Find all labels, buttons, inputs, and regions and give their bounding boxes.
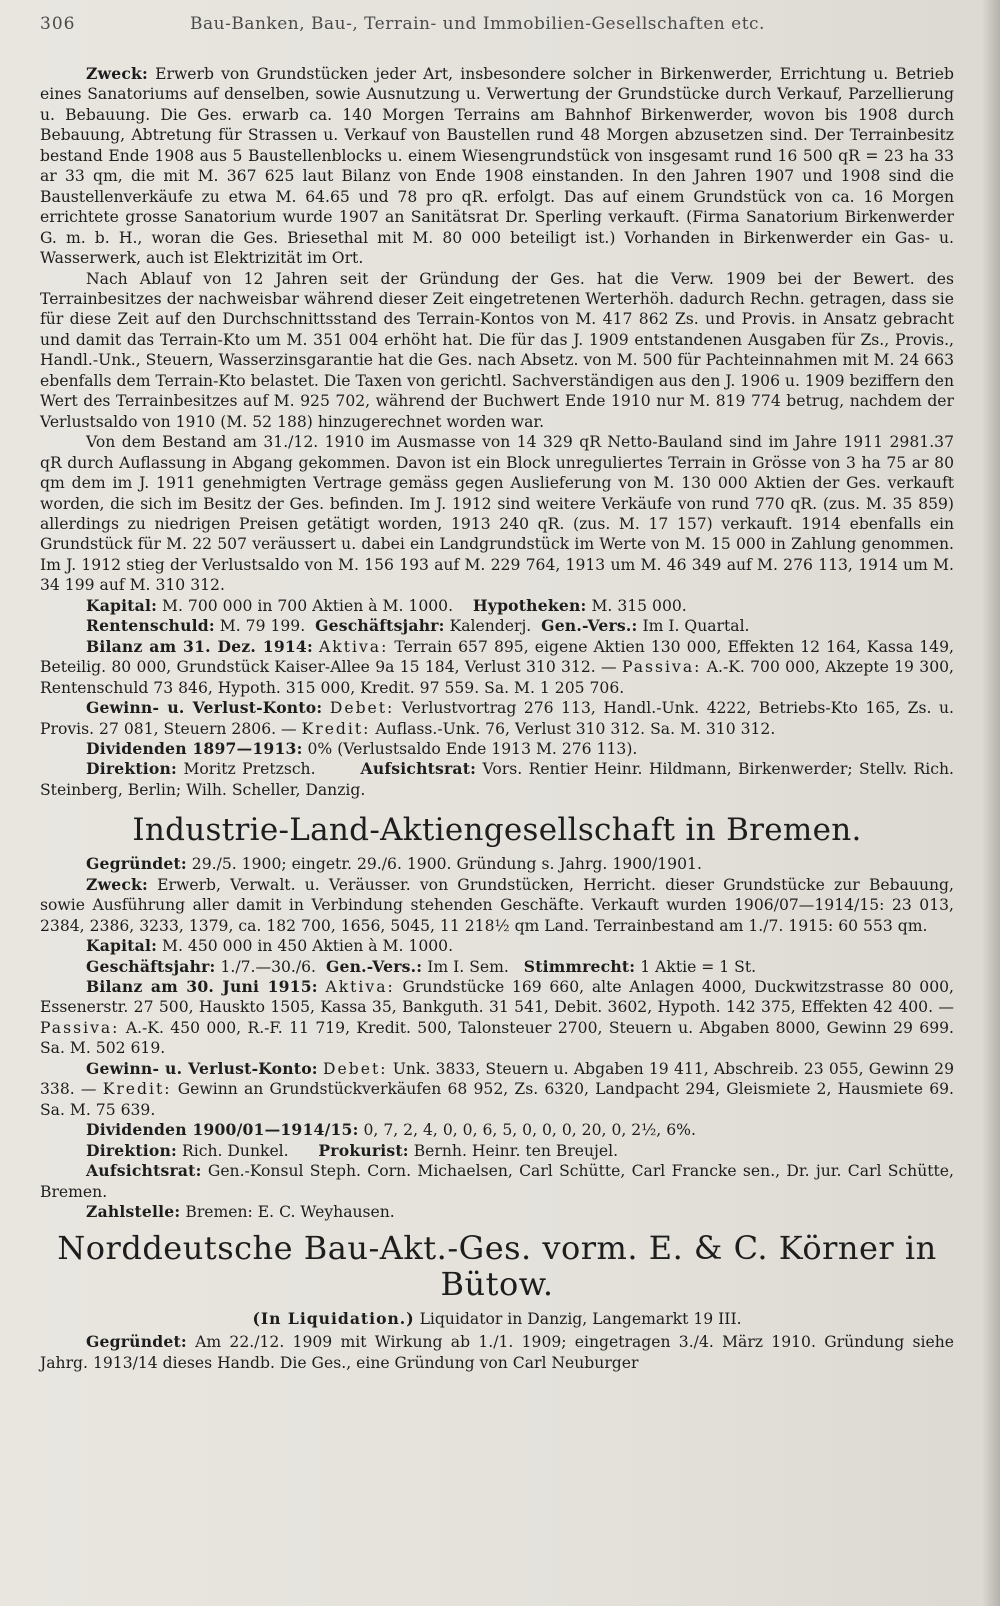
bilanz-label: Bilanz am 31. Dez. 1914: [86, 636, 313, 656]
geschaeftsjahr-text: Kalenderj. [449, 617, 532, 636]
zahlstelle-text: Bremen: E. C. Weyhausen. [185, 1203, 395, 1222]
guv-paragraph [40, 698, 954, 739]
direktion-label: Direktion: [86, 1140, 178, 1160]
entry-norddeutsche-bau [40, 1230, 954, 1373]
kapital-line [40, 936, 954, 956]
passiva-text: A.-K. 700 000, Akzepte 19 300, Rentenschuld 73 846, Hypoth. 315 000, Kredit. 97 559. Sa. M. 1 205 706. [40, 658, 954, 697]
kredit-text: Auflass.-Unk. 76, Verlust 310 312. Sa. M. 310 312. [375, 719, 776, 738]
page-edge-shadow [982, 0, 1000, 1606]
kapital-label: Kapital: [86, 936, 158, 956]
debet-text: Verlustvortrag 276 113, Handl.-Unk. 4222, Betriebs-Kto 165, Zs. u. Provis. 27 081, Steuern 2806. — [40, 699, 954, 738]
passiva-word: Passiva: [621, 658, 702, 677]
entry-birkenwerder [40, 64, 954, 800]
gegruendet-text: Am 22./12. 1909 mit Wirkung ab 1./1. 1909; eingetragen 3./4. März 1910. Gründung siehe Jahrg. 1913/14 dieses Handb. Die Ges., eine Gründung von Carl Neuburger [40, 1333, 954, 1372]
company-title: Industrie-Land-Aktiengesellschaft in Bremen. [132, 812, 862, 849]
guv-label: Gewinn- u. Verlust-Konto: [86, 698, 323, 718]
debet-word: Debet: [329, 699, 395, 718]
genvers-label: Gen.-Vers.: [325, 956, 423, 976]
zweck-label: Zweck: [86, 874, 148, 894]
zweck-paragraph [40, 875, 954, 936]
dividenden-label: Dividenden 1900/01—1914/15: [86, 1120, 359, 1140]
page-number: 306 [40, 14, 76, 34]
kredit-word: Kredit: [301, 719, 371, 738]
liquidation-label: (In Liquidation.) [252, 1309, 415, 1329]
entry-industrie-land-bremen [40, 812, 954, 1222]
bilanz-label: Bilanz am 30. Juni 1915: [86, 977, 318, 997]
liquidation-line [40, 1308, 954, 1330]
running-head: Bau-Banken, Bau-, Terrain- und Immobilien-Gesellschaften etc. [190, 14, 765, 34]
gegruendet-paragraph [40, 1332, 954, 1373]
aufsichtsrat-label: Aufsichtsrat: [86, 1161, 202, 1181]
kredit-word: Kredit: [102, 1080, 172, 1099]
kapital-label: Kapital: [86, 595, 158, 615]
direktion-paragraph [40, 759, 954, 800]
dividenden-text: 0, 7, 2, 4, 0, 0, 6, 5, 0, 0, 0, 20, 0, 2½, 6%. [363, 1121, 696, 1140]
company-title: Norddeutsche Bau-Akt.-Ges. vorm. E. & C. Körner in Bütow. [57, 1229, 937, 1304]
aktiva-word: Aktiva: [319, 637, 389, 656]
direktion-label: Direktion: [86, 759, 178, 779]
dividenden-line [40, 1120, 954, 1140]
dividenden-label: Dividenden 1897—1913: [86, 738, 303, 758]
gegruendet-label: Gegründet: [86, 854, 187, 874]
direktion-text: Rich. Dunkel. [181, 1141, 289, 1160]
aktiva-word: Aktiva: [325, 978, 395, 997]
aufsichtsrat-paragraph [40, 1161, 954, 1202]
valuation-paragraph: Nach Ablauf von 12 Jahren seit der Gründung der Ges. hat die Verw. 1909 bei der Bewert. des Terrainbesitzes der nachweisbar während dieser Zeit eingetretenen Werterhöh. dadurch Rechn. getragen, dass sie für diese Zeit auf den Durchschnittsstand des Terrain-Kontos von M. 417 862 Zs. und Provis. in Ansatz gebracht und damit das Terrain-Kto um M. 351 004 erhöht hat. Die für das J. 1909 entstandenen Ausgaben für Zs., Provis., Handl.-Unk., Steuern, Wasserzinsgarantie hat die Ges. nach Absetz. von M. 500 für Pachteinnahmen mit M. 24 663 ebenfalls dem Terrain-Kto belastet. Die Taxen von gerichtl. Sachverständigen aus den J. 1906 u. 1909 beziffern den Wert des Terrainbesitzes auf M. 925 702, während der Buchwert Ende 1910 nur M. 819 774 betrug, nachdem der Verlustsaldo von 1910 (M. 52 188) hinzugerechnet worden war. [40, 269, 954, 431]
prokurist-text: Bernh. Heinr. ten Breujel. [413, 1141, 619, 1160]
liquidation-text: Liquidator in Danzig, Langemarkt 19 III. [419, 1310, 742, 1329]
aktiva-text: Terrain 657 895, eigene Aktien 130 000, Effekten 12 164, Kassa 149, Beteilig. 80 000, Grundstück Kaiser-Allee 9a 15 184, Verlust 310 312. — [40, 637, 954, 677]
debet-word: Debet: [323, 1059, 388, 1078]
genvers-label: Gen.-Vers.: [541, 616, 638, 636]
bilanz-paragraph [40, 637, 954, 698]
dividenden-text: 0% (Verlustsaldo Ende 1913 M. 276 113). [307, 739, 638, 758]
geschaeftsjahr-line [40, 957, 954, 977]
geschaeftsjahr-label: Geschäftsjahr: [315, 616, 445, 636]
aktiva-text: Grundstücke 169 660, alte Anlagen 4000, Duckwitzstrasse 80 000, Essenerstr. 27 500, Hauskto 1505, Kassa 35, Bankguth. 31 541, Debit. 3602, Hypoth. 142 375, Effekten 42 400. — [40, 978, 954, 1017]
zweck-text: Erwerb von Grundstücken jeder Art, insbesondere solcher in Birkenwerder, Errichtung u. Betrieb eines Sanatoriums auf denselben, sowie Ausnutzung u. Verwertung der Grundstücke durch Verkauf, Parzellierung u. Bebauung. Die Ges. erwarb ca. 140 Morgen Terrains am Bahnhof Birkenwerder, wovon bis 1908 durch Bebauung, Abtretung für Strassen u. Verkauf von Baustellen rund 48 Morgen abzusetzen sind. Der Terrainbesitz bestand Ende 1908 aus 5 Baustellenblocks u. einem Wiesengrundstück von insgesamt rund 16 500 qR = 23 ha 33 ar 33 qm, die mit M. 367 625 laut Bilanz von Ende 1908 einstanden. In den Jahren 1907 und 1908 sind die Baustellenverkäufe zu etwa M. 64.65 und 78 pro qR. erfolgt. Das auf einem Grundstück von ca. 16 Morgen errichtete grosse Sanatorium wurde 1907 an Sanitätsrat Dr. Sperling verkauft. (Firma Sanatorium Birkenwerder G. m. b. H., woran die Ges. Briesethal mit M. 80 000 beteiligt ist.) Vorhanden in Birkenwerder ein Gas- u. Wasserwerk, auch ist Elektrizität im Ort. [40, 65, 954, 268]
aufsichtsrat-text: Gen.-Konsul Steph. Corn. Michaelsen, Carl Schütte, Carl Francke sen., Dr. jur. Carl Schütte, Bremen. [40, 1162, 954, 1201]
zahlstelle-label: Zahlstelle: [86, 1202, 181, 1222]
genvers-text: Im I. Quartal. [642, 617, 750, 636]
rentenschuld-label: Rentenschuld: [86, 616, 215, 636]
direktion-line [40, 1141, 954, 1161]
hypotheken-text: M. 315 000. [591, 596, 687, 615]
bilanz-paragraph [40, 977, 954, 1059]
zweck-paragraph [40, 64, 954, 269]
zweck-text: Erwerb, Verwalt. u. Veräusser. von Grundstücken, Herricht. dieser Grundstücke zur Bebauung, sowie Ausführung aller damit in Verbindung stehenden Geschäfte. Verkauft wurden 1906/07—1914/15: 23 013, 2384, 2386, 3233, 1379, ca. 182 700, 1656, 5045, 11 218½ qm Land. Terrainbestand am 1./7. 1915: 60 553 qm. [40, 875, 954, 935]
prokurist-label: Prokurist: [318, 1140, 409, 1160]
gegruendet-label: Gegründet: [86, 1332, 187, 1352]
stimmrecht-text: 1 Aktie = 1 St. [640, 957, 757, 976]
aufsichtsrat-text: Vors. Rentier Heinr. Hildmann, Birkenwerder; Stellv. Rich. Steinberg, Berlin; Wilh. Scheller, Danzig. [40, 760, 954, 799]
kapital-text: M. 450 000 in 450 Aktien à M. 1000. [162, 937, 454, 956]
page-header [40, 14, 954, 44]
debet-text: Unk. 3833, Steuern u. Abgaben 19 411, Abschreib. 23 055, Gewinn 29 338. — [40, 1059, 954, 1099]
geschaeftsjahr-label: Geschäftsjahr: [86, 956, 216, 976]
guv-paragraph [40, 1059, 954, 1120]
dividenden-line [40, 739, 954, 759]
direktion-text: Moritz Pretzsch. [183, 760, 316, 779]
gegruendet-text: 29./5. 1900; eingetr. 29./6. 1900. Gründung s. Jahrg. 1900/1901. [191, 855, 702, 874]
aufsichtsrat-label: Aufsichtsrat: [360, 759, 477, 779]
kapital-text: M. 700 000 in 700 Aktien à M. 1000. [162, 596, 454, 615]
gegruendet-line [40, 854, 954, 874]
kredit-text: Gewinn an Grundstückverkäufen 68 952, Zs. 6320, Landpacht 294, Gleismiete 2, Hausmiete 69. Sa. M. 75 639. [40, 1080, 955, 1119]
kapital-line [40, 596, 954, 616]
genvers-text: Im I. Sem. [427, 957, 509, 976]
stimmrecht-label: Stimmrecht: [523, 956, 636, 976]
passiva-text: A.-K. 450 000, R.-F. 11 719, Kredit. 500, Talonsteuer 2700, Steuern u. Abgaben 8000, Gewinn 29 699. Sa. M. 502 619. [40, 1018, 954, 1058]
guv-label: Gewinn- u. Verlust-Konto: [86, 1058, 318, 1078]
sales-paragraph: Von dem Bestand am 31./12. 1910 im Ausmasse von 14 329 qR Netto-Bauland sind im Jahre 1911 2981.37 qR durch Auflassung in Abgang gekommen. Davon ist ein Block unreguliertes Terrain in Grösse von 3 ha 75 ar 80 qm dem im J. 1911 genehmigten Vertrage gemäss gegen Auslieferung von M. 130 000 Aktien der Ges. verkauft worden, die sich im Besitz der Ges. befinden. Im J. 1912 sind weitere Verkäufe von rund 770 qR. (zus. M. 35 859) allerdings zu niedrigen Preisen getätigt worden, 1913 240 qR. (zus. M. 17 157) verkauft. 1914 ebenfalls ein Grundstück für M. 22 507 veräussert u. dabei ein Landgrundstück im Werte von M. 15 000 in Zahlung genommen. Im J. 1912 stieg der Verlustsaldo von M. 156 193 auf M. 229 764, 1913 um M. 46 349 auf M. 276 113, 1914 um M. 34 199 auf M. 310 312. [40, 433, 954, 595]
geschaeftsjahr-text: 1./7.—30./6. [220, 957, 317, 976]
passiva-word: Passiva: [40, 1018, 120, 1037]
zweck-label: Zweck: [86, 64, 148, 83]
rentenschuld-text: M. 79 199. [219, 617, 306, 636]
rentenschuld-line [40, 616, 954, 636]
zahlstelle-line [40, 1202, 954, 1222]
hypotheken-label: Hypotheken: [472, 595, 587, 615]
